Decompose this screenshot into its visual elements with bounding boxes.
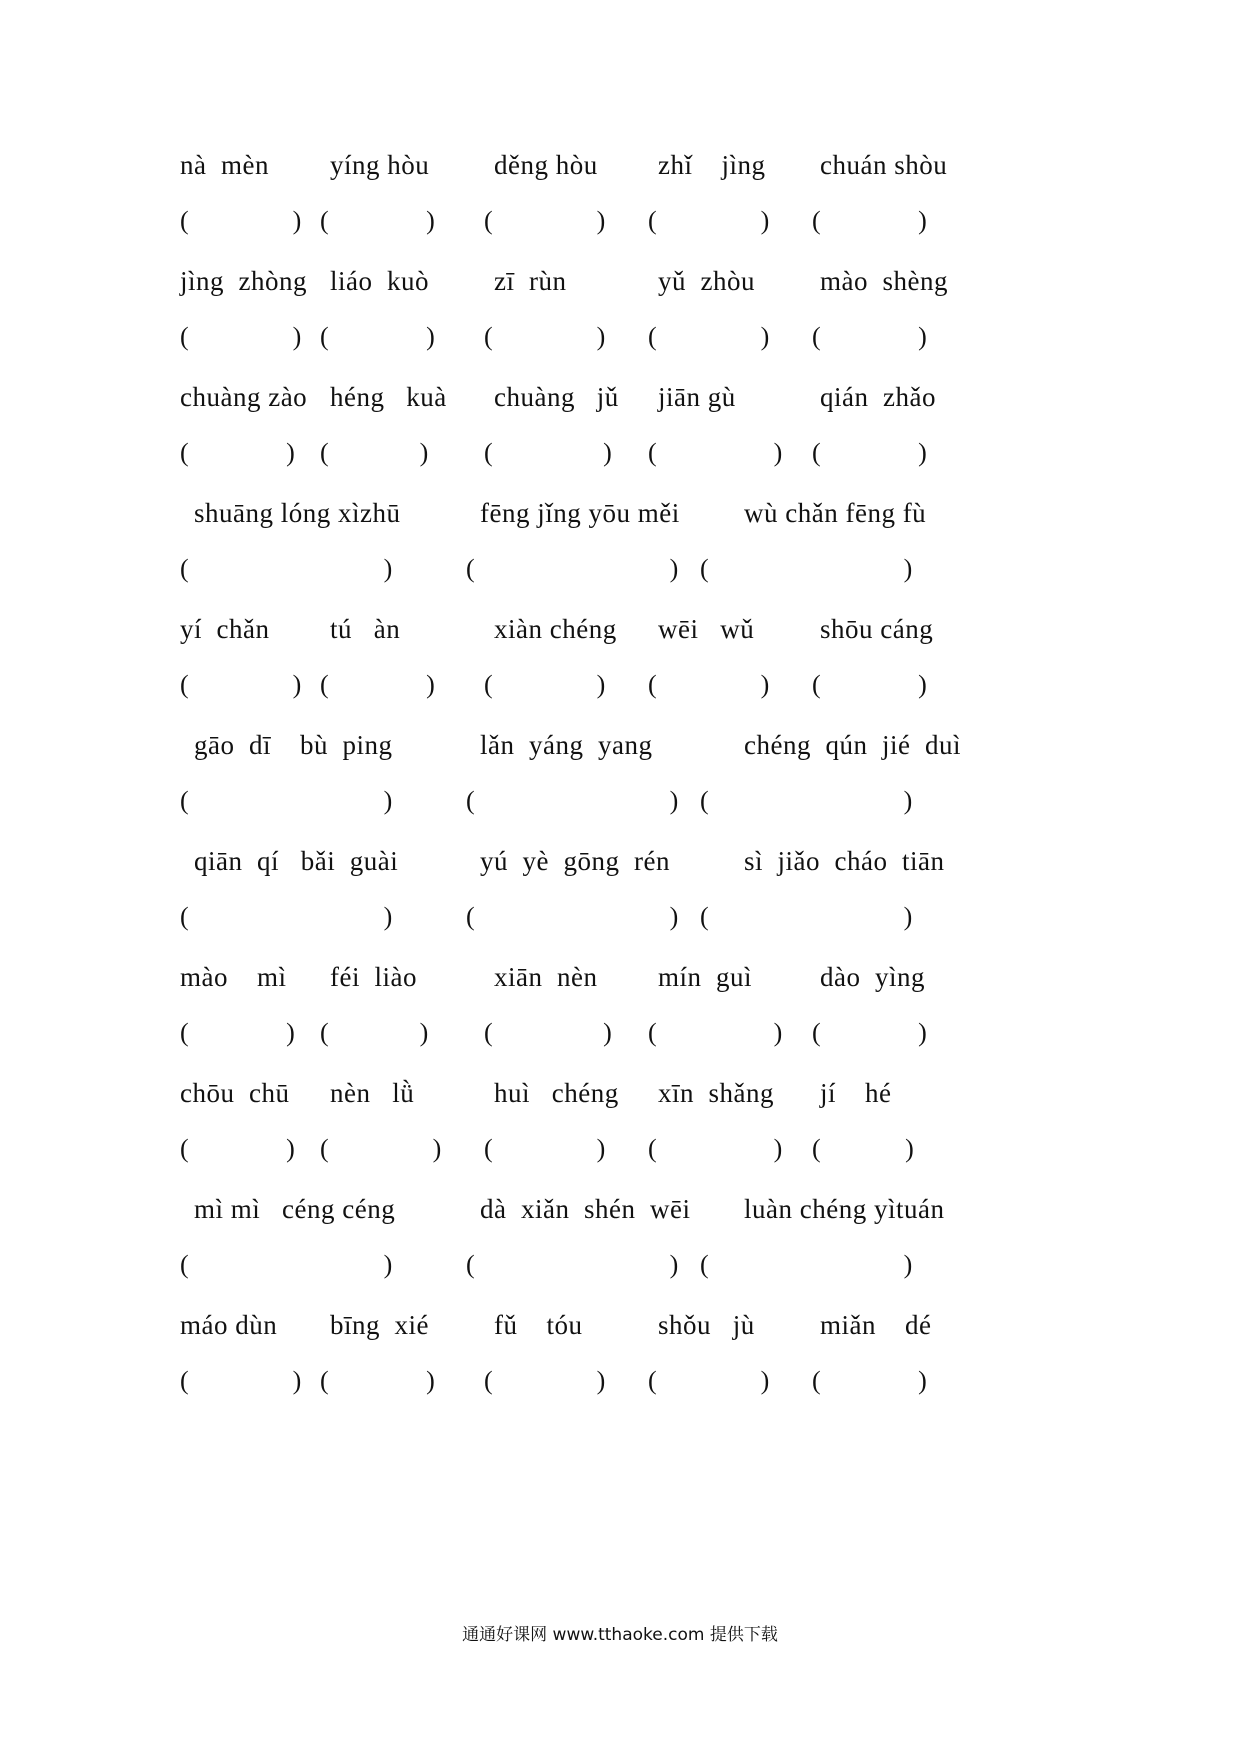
answer-blank: ( ) xyxy=(484,438,612,467)
pinyin-word: mào mì xyxy=(180,962,287,992)
answer-blank: ( ) xyxy=(812,322,927,351)
pinyin-word: fǔ tóu xyxy=(494,1310,583,1340)
pinyin-word: nà mèn xyxy=(180,150,269,180)
answer-blank: ( ) xyxy=(320,1366,435,1395)
answer-blank: ( ) xyxy=(466,902,679,931)
answer-blank: ( ) xyxy=(320,1134,442,1163)
answer-row xyxy=(0,897,1240,937)
pinyin-word: héng kuà xyxy=(330,382,447,412)
pinyin-word: fēng jǐng yōu měi xyxy=(480,498,680,528)
pinyin-word: shuāng lóng xìzhū xyxy=(194,498,401,528)
answer-blank: ( ) xyxy=(180,554,393,583)
footer-credit: 通通好课网 www.tthaoke.com 提供下载 xyxy=(462,1625,778,1645)
pinyin-word: dà xiǎn shén wēi xyxy=(480,1194,691,1224)
pinyin-word: huì chéng xyxy=(494,1078,619,1108)
answer-blank: ( ) xyxy=(648,1018,783,1047)
answer-row xyxy=(0,201,1240,241)
pinyin-word: miǎn dé xyxy=(820,1310,932,1340)
pinyin-word: zhǐ jìng xyxy=(658,150,766,180)
answer-blank: ( ) xyxy=(700,554,913,583)
pinyin-word: gāo dī bù ping xyxy=(194,730,393,760)
answer-blank: ( ) xyxy=(648,438,783,467)
answer-blank: ( ) xyxy=(180,322,302,351)
answer-blank: ( ) xyxy=(648,322,770,351)
answer-blank: ( ) xyxy=(812,670,927,699)
answer-blank: ( ) xyxy=(466,1250,679,1279)
answer-row xyxy=(0,433,1240,473)
pinyin-row xyxy=(0,377,1240,417)
pinyin-row xyxy=(0,493,1240,533)
answer-blank: ( ) xyxy=(180,1366,302,1395)
answer-row xyxy=(0,317,1240,357)
pinyin-word: nèn lǜ xyxy=(330,1078,415,1108)
answer-blank: ( ) xyxy=(180,1018,295,1047)
answer-blank: ( ) xyxy=(320,1018,429,1047)
answer-blank: ( ) xyxy=(180,670,302,699)
pinyin-word: yú yè gōng rén xyxy=(480,846,670,876)
pinyin-word: luàn chéng yìtuán xyxy=(744,1194,945,1224)
pinyin-word: bīng xié xyxy=(330,1310,429,1340)
pinyin-word: mì mì céng céng xyxy=(194,1194,396,1224)
answer-blank: ( ) xyxy=(812,1366,927,1395)
pinyin-word: dào yìng xyxy=(820,962,925,992)
pinyin-row xyxy=(0,609,1240,649)
pinyin-row xyxy=(0,145,1240,185)
pinyin-word: féi liào xyxy=(330,962,417,992)
pinyin-word: tú àn xyxy=(330,614,401,644)
answer-row xyxy=(0,665,1240,705)
pinyin-word: jí hé xyxy=(820,1078,892,1108)
answer-blank: ( ) xyxy=(180,1134,295,1163)
pinyin-row xyxy=(0,261,1240,301)
answer-blank: ( ) xyxy=(648,1366,770,1395)
answer-blank: ( ) xyxy=(320,322,435,351)
answer-row xyxy=(0,1129,1240,1169)
answer-blank: ( ) xyxy=(700,1250,913,1279)
pinyin-word: chuàng jǔ xyxy=(494,382,619,412)
answer-row xyxy=(0,781,1240,821)
answer-blank: ( ) xyxy=(180,786,393,815)
answer-blank: ( ) xyxy=(466,786,679,815)
answer-blank: ( ) xyxy=(812,438,927,467)
answer-blank: ( ) xyxy=(484,322,606,351)
pinyin-row xyxy=(0,1189,1240,1229)
answer-blank: ( ) xyxy=(812,1134,914,1163)
pinyin-word: yíng hòu xyxy=(330,150,430,180)
pinyin-word: qián zhǎo xyxy=(820,382,936,412)
pinyin-row xyxy=(0,1305,1240,1345)
pinyin-word: chéng qún jié duì xyxy=(744,730,961,760)
pinyin-word: chuàng zào xyxy=(180,382,308,412)
pinyin-word: shōu cáng xyxy=(820,614,934,644)
pinyin-word: sì jiǎo cháo tiān xyxy=(744,846,945,876)
pinyin-word: xiān nèn xyxy=(494,962,598,992)
pinyin-row xyxy=(0,957,1240,997)
answer-blank: ( ) xyxy=(320,670,435,699)
pinyin-row xyxy=(0,1073,1240,1113)
pinyin-word: wēi wǔ xyxy=(658,614,755,644)
answer-blank: ( ) xyxy=(812,1018,927,1047)
pinyin-word: chuán shòu xyxy=(820,150,948,180)
answer-row xyxy=(0,549,1240,589)
pinyin-word: mào shèng xyxy=(820,266,948,296)
pinyin-word: zī rùn xyxy=(494,266,567,296)
answer-blank: ( ) xyxy=(180,438,295,467)
pinyin-word: yǔ zhòu xyxy=(658,266,755,296)
pinyin-word: jiān gù xyxy=(658,382,736,412)
answer-blank: ( ) xyxy=(648,206,770,235)
pinyin-word: xiàn chéng xyxy=(494,614,617,644)
pinyin-word: mín guì xyxy=(658,962,753,992)
answer-blank: ( ) xyxy=(484,1134,606,1163)
answer-blank: ( ) xyxy=(700,786,913,815)
pinyin-word: wù chǎn fēng fù xyxy=(744,498,927,528)
answer-blank: ( ) xyxy=(180,1250,393,1279)
pinyin-word: liáo kuò xyxy=(330,266,429,296)
answer-blank: ( ) xyxy=(700,902,913,931)
pinyin-word: máo dùn xyxy=(180,1310,278,1340)
answer-blank: ( ) xyxy=(812,206,927,235)
pinyin-word: jìng zhòng xyxy=(180,266,307,296)
answer-blank: ( ) xyxy=(320,438,429,467)
answer-blank: ( ) xyxy=(180,902,393,931)
pinyin-word: qiān qí bǎi guài xyxy=(194,846,399,876)
pinyin-word: děng hòu xyxy=(494,150,598,180)
pinyin-row xyxy=(0,725,1240,765)
answer-blank: ( ) xyxy=(484,1366,606,1395)
answer-blank: ( ) xyxy=(180,206,302,235)
pinyin-word: shǒu jù xyxy=(658,1310,755,1340)
answer-blank: ( ) xyxy=(466,554,679,583)
pinyin-word: chōu chū xyxy=(180,1078,290,1108)
answer-row xyxy=(0,1361,1240,1401)
answer-blank: ( ) xyxy=(484,206,606,235)
pinyin-word: yí chǎn xyxy=(180,614,270,644)
answer-blank: ( ) xyxy=(320,206,435,235)
answer-row xyxy=(0,1245,1240,1285)
pinyin-row xyxy=(0,841,1240,881)
answer-blank: ( ) xyxy=(484,670,606,699)
answer-row xyxy=(0,1013,1240,1053)
pinyin-word: lǎn yáng yang xyxy=(480,730,653,760)
pinyin-word: xīn shǎng xyxy=(658,1078,774,1108)
answer-blank: ( ) xyxy=(484,1018,612,1047)
answer-blank: ( ) xyxy=(648,1134,783,1163)
answer-blank: ( ) xyxy=(648,670,770,699)
